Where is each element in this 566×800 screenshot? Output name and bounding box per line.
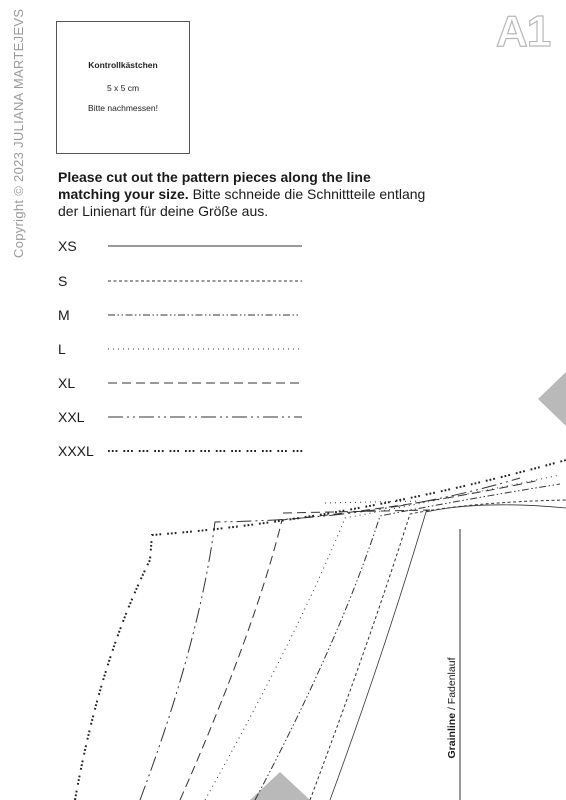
- instructions-german: Bitte schneide die Schnittteile entlang der Linienart für deine Größe aus.: [58, 186, 426, 219]
- outline-xl: [180, 480, 540, 800]
- grainline-label-bold: Grainline: [446, 712, 458, 759]
- size-label: XXXL: [58, 443, 94, 459]
- check-square-note: Bitte nachmessen!: [88, 103, 158, 113]
- outline-s: [310, 500, 566, 800]
- grainline-label-regular: / Fadenlauf: [446, 657, 458, 713]
- outline-xxxl: [75, 460, 566, 800]
- grainline-label: [444, 633, 460, 783]
- outline-l-top: [325, 501, 420, 503]
- size-label: XS: [58, 238, 77, 254]
- outline-l: [205, 475, 560, 800]
- size-label: XL: [58, 375, 76, 391]
- size-label: L: [58, 341, 66, 357]
- size-label: S: [58, 273, 68, 289]
- copyright-text: Copyright © 2023 JULIANA MARTEJEVS: [11, 8, 26, 258]
- outline-m: [255, 484, 560, 800]
- instructions-english: Please cut out the pattern pieces along the line matching your size.: [58, 169, 371, 202]
- sheet-id: A1: [496, 7, 551, 56]
- size-label: M: [58, 307, 70, 323]
- size-label: XXL: [58, 409, 85, 425]
- check-square-size: 5 x 5 cm: [106, 83, 140, 93]
- notch-marker-right: [538, 372, 566, 426]
- size-outlines: [75, 460, 566, 800]
- check-square-title: Kontrollkästchen: [88, 60, 158, 70]
- outline-xxl: [140, 478, 520, 800]
- notch-marker-bottom: [250, 772, 310, 800]
